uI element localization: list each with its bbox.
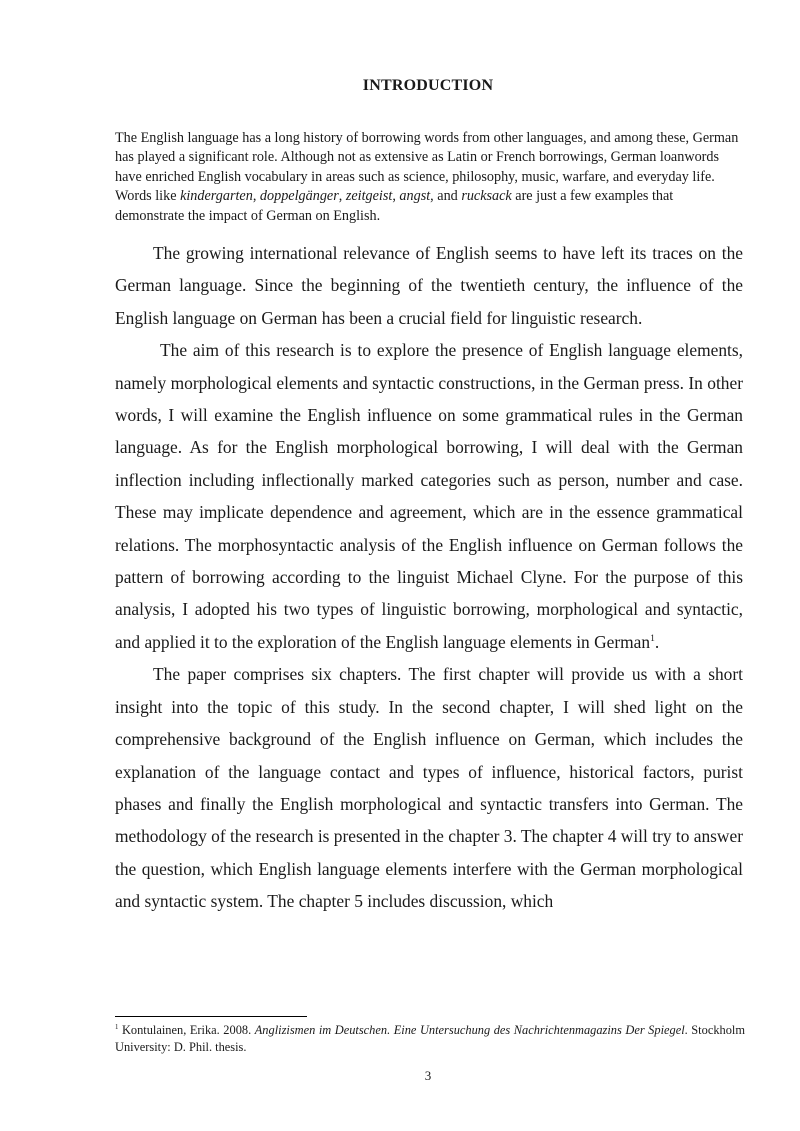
- footnote-divider: [115, 1016, 307, 1017]
- example-word-doppelganger: doppelgänger: [259, 188, 339, 205]
- page-number: 3: [424, 1068, 432, 1083]
- footnote-reference[interactable]: 1: [650, 633, 655, 645]
- paragraph-1: The growing international relevance of English seems to have left its traces on the German language. Since the beginning of the twentieth century, the influence of the English language on German has been a crucial field for linguistic research.: [115, 243, 743, 328]
- page-title: INTRODUCTION: [362, 77, 494, 94]
- footnote-author: Kontulainen, Erika. 2008.: [118, 1023, 255, 1037]
- intro-abstract: [115, 129, 745, 226]
- paragraph-2-end: .: [654, 631, 660, 652]
- abstract-sep: ,: [338, 188, 346, 205]
- abstract-sep: ,: [392, 188, 400, 205]
- abstract-sep: , and: [430, 188, 462, 205]
- footnote: [115, 1022, 745, 1056]
- paragraph-2-text: The aim of this research is to explore the presence of English language elements, namely morphological elements and syntactic constructions, in the German press. In other words, I will examine the English influence on some grammatical rules in the German language. As for the English morphological borrowing, I will deal with the German inflection including inflectionally marked categories such as person, number and case. These may implicate dependence and agreement, which are in the essence grammatical relations. The morphosyntactic analysis of the English influence on German follows the pattern of borrowing according to the linguist Michael Clyne. For the purpose of this analysis, I adopted his two types of linguistic borrowing, morphological and syntactic, and applied it to the exploration of the English language elements in German: [115, 340, 743, 652]
- example-word-rucksack: rucksack: [461, 188, 512, 205]
- abstract-sep: ,: [252, 188, 260, 205]
- paragraph-3: The paper comprises six chapters. The first chapter will provide us with a short insight into the topic of this study. In the second chapter, I will shed light on the comprehensive background of the English influence on German, which includes the explanation of the language contact and types of influence, historical factors, purist phases and finally the English morphological and syntactic transfers into German. The methodology of the research is presented in the chapter 3. The chapter 4 will try to answer the question, which English language elements interfere with the German morphological and syntactic system. The chapter 5 includes discussion, which: [115, 664, 743, 912]
- abstract-text-1: The English language has a long history of borrowing words from other languages, and among these, German has played a significant role. Although not as extensive as Latin or French borrowings, German loanwords have enriched English vocabulary in areas such as science, philosophy, music, warfare, and everyday life. Words like: [115, 130, 739, 205]
- footnote-rest: . Stockholm University: D. Phil. thesis.: [115, 1023, 745, 1054]
- body-text: [115, 237, 743, 918]
- example-word-angst: angst: [399, 188, 431, 205]
- paragraph-2: [115, 334, 743, 658]
- footnote-work-title: Anglizismen im Deutschen. Eine Untersuchung des Nachrichtenmagazins Der Spiegel: [254, 1023, 685, 1037]
- example-word-zeitgeist: zeitgeist: [345, 188, 393, 205]
- footnote-marker: 1: [115, 1023, 119, 1031]
- abstract-text-2: are just a few examples that demonstrate the impact of German on English.: [115, 188, 674, 224]
- example-word-kindergarten: kindergarten: [180, 188, 253, 205]
